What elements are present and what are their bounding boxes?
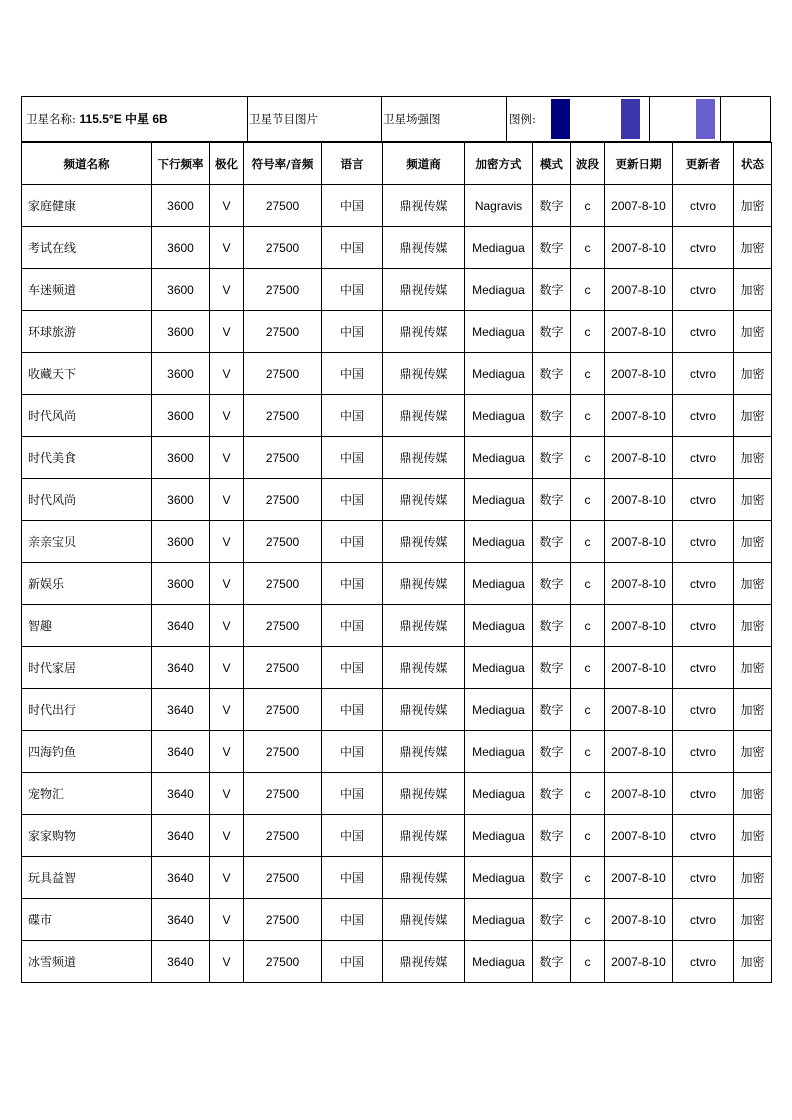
table-body [22,185,772,983]
table-cell: 加密 [734,605,772,647]
column-header: 频道商 [383,143,465,185]
table-cell: 鼎视传媒 [383,605,465,647]
table-cell: c [571,479,605,521]
table-cell: 数字 [533,731,571,773]
legend-swatch-light [696,99,715,139]
table-cell: ctvro [673,941,734,983]
table-cell: 3640 [152,815,210,857]
table-cell: 2007-8-10 [605,395,673,437]
table-cell: 中国 [322,395,383,437]
table-cell: 数字 [533,899,571,941]
table-cell: ctvro [673,647,734,689]
table-cell: c [571,521,605,563]
table-cell: c [571,941,605,983]
table-cell: 中国 [322,521,383,563]
satellite-name-cell [26,97,168,141]
table-cell: 加密 [734,941,772,983]
column-header: 符号率/音频 [244,143,322,185]
table-cell: V [210,941,244,983]
table-header-row [22,143,772,185]
table-cell: 3600 [152,311,210,353]
table-cell: 中国 [322,689,383,731]
table-row [22,185,772,227]
table-cell: c [571,227,605,269]
table-cell: 27500 [244,269,322,311]
table-cell: 27500 [244,815,322,857]
satellite-name-label: 卫星名称: [26,112,76,126]
table-cell: c [571,773,605,815]
table-cell: 加密 [734,773,772,815]
table-cell: 3640 [152,605,210,647]
table-cell: 中国 [322,185,383,227]
table-cell: V [210,731,244,773]
column-header: 更新者 [673,143,734,185]
channel-name-cell: 冰雪频道 [22,941,152,983]
table-cell: 鼎视传媒 [383,773,465,815]
table-cell: 加密 [734,689,772,731]
table-cell: V [210,395,244,437]
channel-name-cell: 智趣 [22,605,152,647]
table-cell: 2007-8-10 [605,437,673,479]
table-cell: 27500 [244,647,322,689]
table-cell: c [571,647,605,689]
table-row [22,857,772,899]
channel-name-cell: 时代风尚 [22,395,152,437]
table-cell: 加密 [734,899,772,941]
table-cell: 数字 [533,479,571,521]
table-cell: c [571,185,605,227]
table-cell: Mediagua [465,269,533,311]
table-cell: 数字 [533,941,571,983]
legend-swatch-dark [551,99,570,139]
table-cell: Mediagua [465,773,533,815]
table-cell: 3640 [152,773,210,815]
table-cell: 3600 [152,269,210,311]
table-cell: 加密 [734,563,772,605]
table-cell: 中国 [322,311,383,353]
table-cell: V [210,185,244,227]
table-cell: 2007-8-10 [605,521,673,563]
table-cell: 鼎视传媒 [383,941,465,983]
channel-name-cell: 宠物汇 [22,773,152,815]
table-cell: 加密 [734,185,772,227]
divider [381,97,382,141]
table-cell: ctvro [673,773,734,815]
table-cell: 2007-8-10 [605,815,673,857]
table-cell: 加密 [734,815,772,857]
table-cell: ctvro [673,311,734,353]
table-cell: 2007-8-10 [605,857,673,899]
table-row [22,605,772,647]
table-row [22,437,772,479]
table-cell: 鼎视传媒 [383,227,465,269]
table-cell: 中国 [322,647,383,689]
satellite-name-value: 115.5°E 中星 6B [79,112,168,126]
table-cell: 中国 [322,815,383,857]
table-cell: V [210,269,244,311]
channel-name-cell: 亲亲宝贝 [22,521,152,563]
table-cell: 27500 [244,521,322,563]
table-cell: 数字 [533,353,571,395]
table-cell: ctvro [673,521,734,563]
table-cell: V [210,689,244,731]
table-cell: 鼎视传媒 [383,857,465,899]
table-cell: V [210,563,244,605]
table-cell: 鼎视传媒 [383,437,465,479]
table-cell: 加密 [734,647,772,689]
channel-name-cell: 碟市 [22,899,152,941]
channel-table [21,142,772,983]
table-cell: 加密 [734,269,772,311]
table-cell: 2007-8-10 [605,227,673,269]
table-cell: 3640 [152,857,210,899]
table-cell: c [571,689,605,731]
table-cell: ctvro [673,437,734,479]
column-header: 波段 [571,143,605,185]
column-header: 频道名称 [22,143,152,185]
table-cell: 数字 [533,857,571,899]
channel-name-cell: 时代家居 [22,647,152,689]
column-header: 更新日期 [605,143,673,185]
table-cell: 加密 [734,311,772,353]
table-cell: 2007-8-10 [605,269,673,311]
table-cell: Mediagua [465,647,533,689]
table-cell: V [210,815,244,857]
divider [649,97,650,141]
table-cell: 数字 [533,437,571,479]
table-cell: 鼎视传媒 [383,689,465,731]
table-cell: Mediagua [465,899,533,941]
table-cell: ctvro [673,563,734,605]
signal-map-label: 卫星场强图 [383,112,441,126]
table-cell: 数字 [533,815,571,857]
column-header: 加密方式 [465,143,533,185]
channel-name-cell: 家家购物 [22,815,152,857]
table-cell: 加密 [734,521,772,563]
table-cell: Mediagua [465,395,533,437]
table-cell: 27500 [244,311,322,353]
channel-sheet [21,96,771,983]
table-cell: 27500 [244,437,322,479]
table-cell: 中国 [322,437,383,479]
table-cell: 3600 [152,563,210,605]
channel-name-cell: 家庭健康 [22,185,152,227]
table-cell: 27500 [244,731,322,773]
table-cell: 数字 [533,395,571,437]
table-cell: Mediagua [465,227,533,269]
table-cell: 2007-8-10 [605,605,673,647]
table-cell: ctvro [673,857,734,899]
table-cell: 鼎视传媒 [383,311,465,353]
table-cell: Mediagua [465,479,533,521]
table-cell: 鼎视传媒 [383,899,465,941]
table-cell: 3600 [152,479,210,521]
channel-name-cell: 玩具益智 [22,857,152,899]
table-cell: Mediagua [465,941,533,983]
table-row [22,311,772,353]
table-cell: c [571,815,605,857]
table-cell: 3640 [152,689,210,731]
table-cell: 加密 [734,731,772,773]
table-row [22,563,772,605]
table-cell: V [210,227,244,269]
table-cell: 27500 [244,689,322,731]
table-cell: c [571,899,605,941]
table-cell: V [210,647,244,689]
legend-label: 图例: [509,112,536,126]
table-cell: 中国 [322,899,383,941]
channel-name-cell: 时代美食 [22,437,152,479]
table-row [22,731,772,773]
table-cell: Mediagua [465,605,533,647]
table-cell: 27500 [244,479,322,521]
table-cell: 3600 [152,227,210,269]
table-row [22,773,772,815]
table-cell: 鼎视传媒 [383,731,465,773]
table-cell: 数字 [533,605,571,647]
table-cell: 27500 [244,563,322,605]
table-cell: 27500 [244,185,322,227]
table-cell: 3600 [152,185,210,227]
table-cell: 2007-8-10 [605,353,673,395]
table-cell: 中国 [322,479,383,521]
table-cell: c [571,311,605,353]
table-cell: 27500 [244,899,322,941]
table-cell: 数字 [533,311,571,353]
divider [720,97,721,141]
table-row [22,353,772,395]
table-cell: 2007-8-10 [605,479,673,521]
table-cell: V [210,437,244,479]
table-cell: c [571,857,605,899]
table-cell: 加密 [734,353,772,395]
table-cell: Nagravis [465,185,533,227]
table-cell: V [210,857,244,899]
table-cell: Mediagua [465,521,533,563]
column-header: 下行频率 [152,143,210,185]
table-cell: 3640 [152,647,210,689]
table-cell: c [571,437,605,479]
table-cell: 加密 [734,857,772,899]
table-cell: Mediagua [465,311,533,353]
table-cell: 中国 [322,857,383,899]
table-cell: 加密 [734,395,772,437]
channel-name-cell: 时代出行 [22,689,152,731]
divider [506,97,507,141]
table-cell: 鼎视传媒 [383,563,465,605]
table-cell: 数字 [533,269,571,311]
table-cell: 3600 [152,353,210,395]
table-row [22,815,772,857]
table-cell: ctvro [673,689,734,731]
table-row [22,899,772,941]
column-header: 模式 [533,143,571,185]
table-row [22,689,772,731]
table-cell: Mediagua [465,731,533,773]
channel-name-cell: 收藏天下 [22,353,152,395]
table-cell: 3640 [152,731,210,773]
table-cell: 2007-8-10 [605,647,673,689]
table-cell: 数字 [533,647,571,689]
table-cell: 2007-8-10 [605,899,673,941]
table-cell: 3600 [152,521,210,563]
table-cell: 2007-8-10 [605,773,673,815]
table-cell: 2007-8-10 [605,311,673,353]
table-cell: c [571,395,605,437]
table-cell: Mediagua [465,689,533,731]
table-cell: 加密 [734,437,772,479]
table-cell: 数字 [533,227,571,269]
table-row [22,647,772,689]
table-cell: Mediagua [465,857,533,899]
divider [247,97,248,141]
table-cell: Mediagua [465,353,533,395]
table-cell: 27500 [244,857,322,899]
table-cell: ctvro [673,185,734,227]
table-cell: 3640 [152,941,210,983]
table-cell: ctvro [673,395,734,437]
table-row [22,395,772,437]
table-cell: 中国 [322,773,383,815]
table-cell: V [210,899,244,941]
table-cell: c [571,353,605,395]
table-cell: 鼎视传媒 [383,521,465,563]
table-cell: 27500 [244,941,322,983]
table-cell: 3600 [152,437,210,479]
table-cell: c [571,731,605,773]
table-cell: V [210,605,244,647]
table-cell: ctvro [673,815,734,857]
table-cell: 中国 [322,269,383,311]
table-cell: ctvro [673,605,734,647]
table-cell: 数字 [533,521,571,563]
table-cell: 中国 [322,563,383,605]
table-cell: 中国 [322,353,383,395]
table-row [22,269,772,311]
channel-name-cell: 时代风尚 [22,479,152,521]
table-cell: ctvro [673,269,734,311]
table-cell: Mediagua [465,815,533,857]
table-cell: V [210,353,244,395]
table-cell: V [210,311,244,353]
table-cell: ctvro [673,731,734,773]
table-cell: 鼎视传媒 [383,815,465,857]
table-cell: c [571,605,605,647]
table-cell: 27500 [244,773,322,815]
table-cell: 数字 [533,773,571,815]
table-cell: Mediagua [465,563,533,605]
channel-name-cell: 四海钓鱼 [22,731,152,773]
column-header: 状态 [734,143,772,185]
table-cell: 鼎视传媒 [383,269,465,311]
table-row [22,521,772,563]
table-cell: V [210,521,244,563]
column-header: 极化 [210,143,244,185]
table-cell: 2007-8-10 [605,185,673,227]
table-cell: 2007-8-10 [605,731,673,773]
table-cell: 3640 [152,899,210,941]
table-cell: V [210,773,244,815]
table-cell: 27500 [244,353,322,395]
table-row [22,941,772,983]
table-cell: Mediagua [465,437,533,479]
table-row [22,227,772,269]
table-cell: ctvro [673,227,734,269]
legend-swatch-medium [621,99,640,139]
satellite-info-bar [21,96,771,142]
table-cell: ctvro [673,479,734,521]
table-cell: 加密 [734,227,772,269]
table-cell: 中国 [322,941,383,983]
table-cell: 鼎视传媒 [383,395,465,437]
channel-name-cell: 车迷频道 [22,269,152,311]
table-cell: 鼎视传媒 [383,353,465,395]
table-cell: 鼎视传媒 [383,647,465,689]
channel-name-cell: 考试在线 [22,227,152,269]
table-cell: 数字 [533,185,571,227]
table-cell: 中国 [322,731,383,773]
channel-name-cell: 环球旅游 [22,311,152,353]
table-cell: 27500 [244,227,322,269]
table-cell: 鼎视传媒 [383,479,465,521]
table-cell: 加密 [734,479,772,521]
table-cell: 数字 [533,689,571,731]
column-header: 语言 [322,143,383,185]
table-cell: 鼎视传媒 [383,185,465,227]
table-cell: 3600 [152,395,210,437]
table-row [22,479,772,521]
table-cell: 27500 [244,395,322,437]
table-cell: V [210,479,244,521]
table-cell: 27500 [244,605,322,647]
table-cell: 2007-8-10 [605,563,673,605]
table-cell: 数字 [533,563,571,605]
table-cell: 中国 [322,227,383,269]
table-cell: c [571,563,605,605]
table-cell: 2007-8-10 [605,941,673,983]
table-cell: 中国 [322,605,383,647]
table-cell: 2007-8-10 [605,689,673,731]
table-cell: c [571,269,605,311]
table-cell: ctvro [673,353,734,395]
program-image-label: 卫星节目图片 [249,112,318,126]
channel-name-cell: 新娱乐 [22,563,152,605]
table-cell: ctvro [673,899,734,941]
